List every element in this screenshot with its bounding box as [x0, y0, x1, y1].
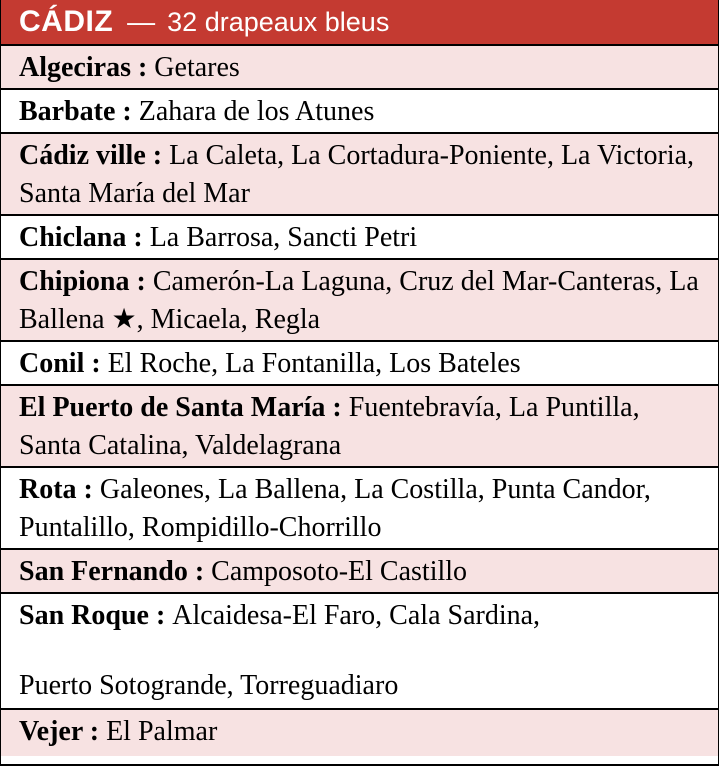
table-row [1, 550, 718, 594]
flag-count-subtitle: 32 drapeaux bleus [167, 6, 390, 37]
town-name: Rota : [19, 474, 100, 505]
beach-list: Alcaidesa-El Faro, Cala Sardina, [172, 600, 541, 631]
table-header [1, 0, 718, 46]
beach-list: La Barrosa, Sancti Petri [149, 222, 418, 253]
table-row [1, 134, 718, 216]
town-name: Vejer : [19, 716, 107, 747]
beach-list: Zahara de los Atunes [138, 96, 375, 127]
town-name: San Fernando : [19, 556, 212, 587]
beach-list: El Palmar [106, 716, 218, 747]
table-row [1, 46, 718, 90]
town-name: San Roque : [19, 600, 173, 631]
table-row [1, 90, 718, 134]
beach-list: Getares [154, 52, 240, 83]
beach-list: El Roche, La Fontanilla, Los Bateles [107, 348, 521, 379]
table-row [1, 342, 718, 386]
table-row [1, 468, 718, 550]
town-name: Chipiona : [19, 266, 153, 297]
table-row [1, 710, 718, 756]
table-row [1, 594, 718, 710]
beach-list: Galeones, La Ballena, La Costilla, Punta Candor, Puntalillo, Rompidillo-Chorrillo [19, 474, 651, 543]
town-name: El Puerto de Santa María : [19, 392, 349, 423]
town-name: Cádiz ville : [19, 140, 170, 171]
table-row [1, 216, 718, 260]
header-dash: — [127, 6, 156, 37]
town-name: Algeciras : [19, 52, 155, 83]
row-spacer [19, 635, 700, 667]
beach-list: Fuentebravía, La Puntilla, Santa Catalina, Valdelagrana [19, 392, 640, 461]
province-title: CÁDIZ [19, 5, 114, 38]
town-name: Conil : [19, 348, 108, 379]
town-name: Chiclana : [19, 222, 150, 253]
beach-list-continued: Puerto Sotogrande, Torreguadiaro [19, 670, 399, 701]
beach-list: Camposoto-El Castillo [211, 556, 468, 587]
beach-list: Camerón-La Laguna, Cruz del Mar-Canteras, La Ballena ★, Micaela, Regla [19, 266, 699, 335]
beach-list: La Caleta, La Cortadura-Poniente, La Victoria, Santa María del Mar [19, 140, 695, 209]
town-name: Barbate : [19, 96, 139, 127]
table-row [1, 260, 718, 342]
table-row [1, 386, 718, 468]
